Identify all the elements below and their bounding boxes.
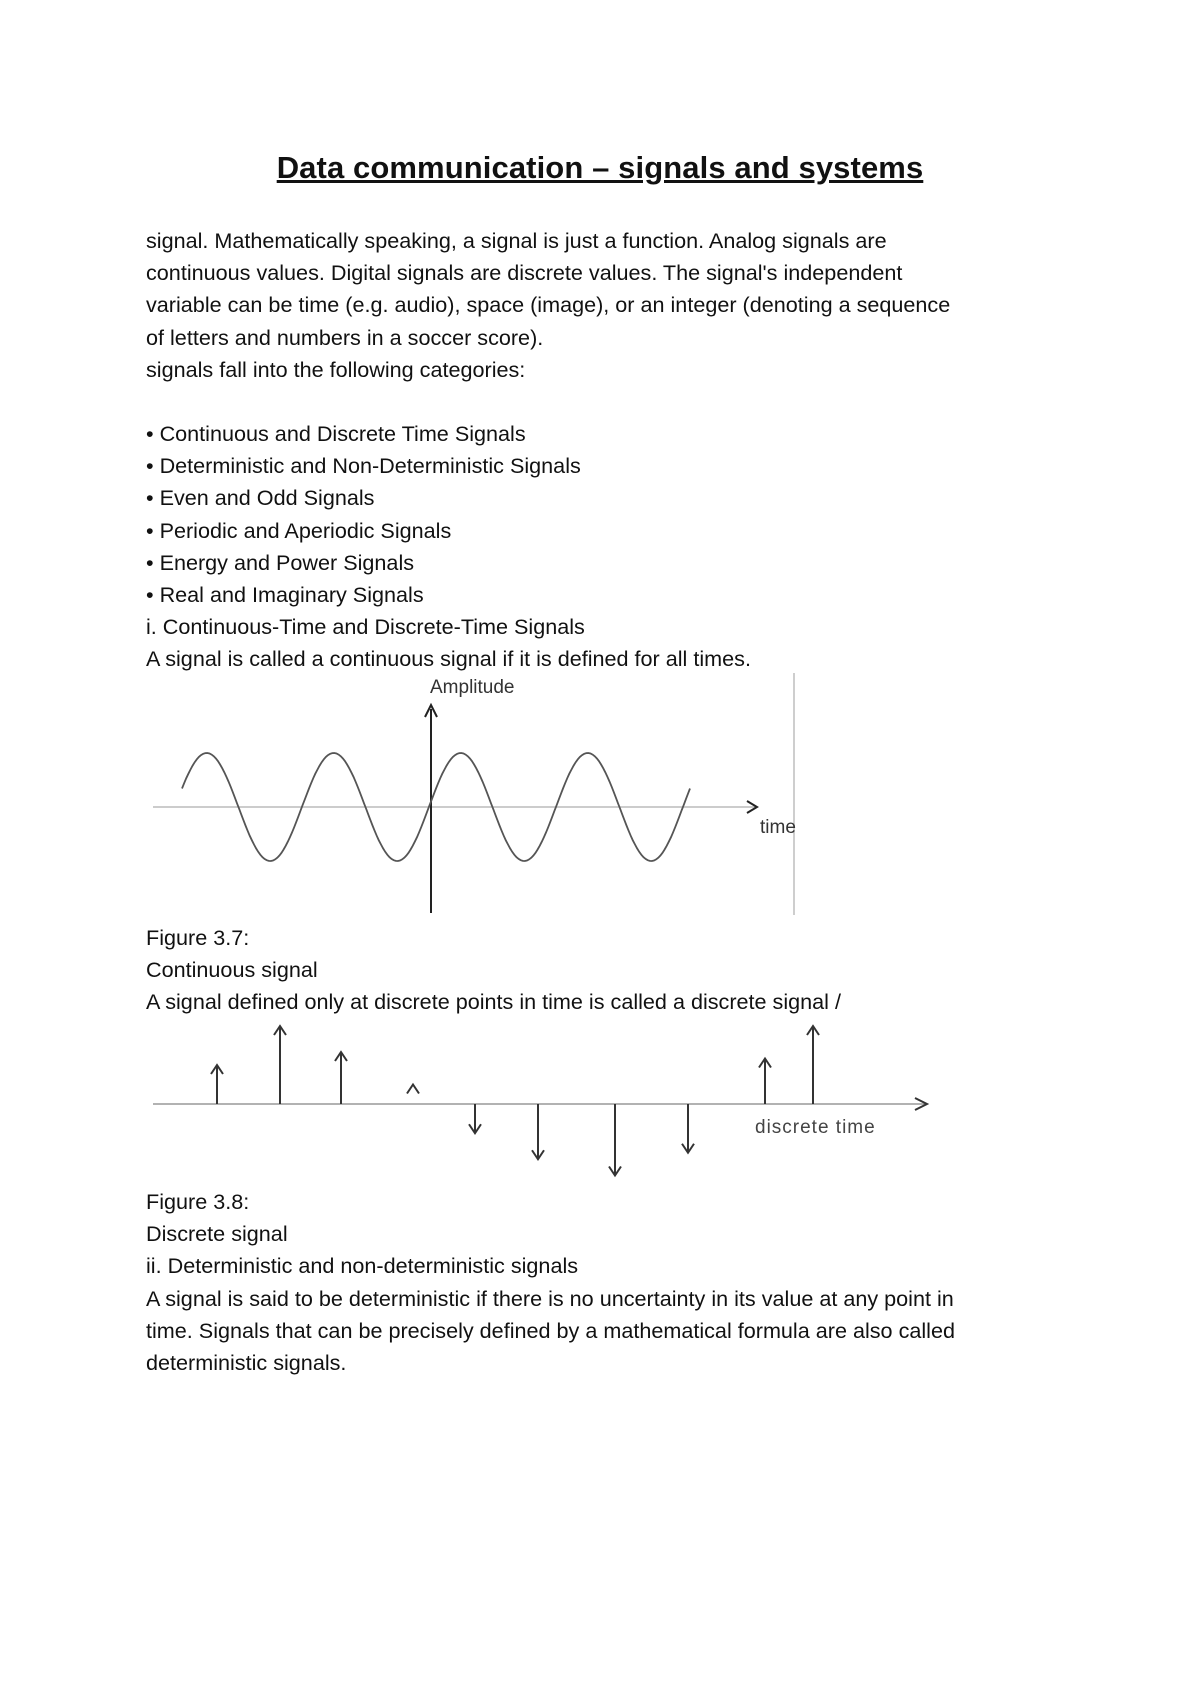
figure1-caption: Continuous signal xyxy=(146,957,318,983)
figure2-label: Figure 3.8: xyxy=(146,1189,250,1214)
figure2-caption: Discrete signal xyxy=(146,1221,288,1247)
section2-body-line: deterministic signals. xyxy=(146,1350,347,1376)
intro-line: signals fall into the following categories: xyxy=(146,356,526,382)
discrete-sample-1 xyxy=(211,1065,223,1104)
section2-body-line: A signal is said to be deterministic if there is no uncertainty in its value at any point in xyxy=(146,1285,954,1311)
categories-list xyxy=(146,418,1076,676)
discrete-sample-6 xyxy=(532,1104,544,1159)
discrete-sample-5 xyxy=(469,1104,481,1133)
discrete-sample-10 xyxy=(807,1026,819,1104)
discrete-sample-3 xyxy=(335,1052,347,1104)
intro-line: continuous values. Digital signals are discrete values. The signal's independent xyxy=(146,260,903,286)
category-item: • Deterministic and Non-Deterministic Signals xyxy=(146,450,1076,482)
discrete-sample-7 xyxy=(609,1104,621,1176)
intro-line: variable can be time (e.g. audio), space (image), or an integer (denoting a sequence xyxy=(146,292,951,318)
category-item: • Real and Imaginary Signals xyxy=(146,579,1076,611)
continuous-signal-figure xyxy=(145,665,825,920)
intro-line: of letters and numbers in a soccer score). xyxy=(146,324,544,350)
discrete-intro: A signal defined only at discrete points in time is called a discrete signal / xyxy=(146,989,841,1015)
figure1-label: Figure 3.7: xyxy=(146,925,250,950)
category-item: • Continuous and Discrete Time Signals xyxy=(146,418,1076,450)
discrete-sample-2 xyxy=(274,1026,286,1104)
amplitude-label: Amplitude xyxy=(430,677,515,698)
discrete-sample-4 xyxy=(407,1085,419,1094)
category-item: • Energy and Power Signals xyxy=(146,547,1076,579)
figure1-caption-block xyxy=(146,922,1076,1019)
category-item: • Periodic and Aperiodic Signals xyxy=(146,515,1076,547)
time-label: time xyxy=(760,817,796,838)
discrete-sample-8 xyxy=(682,1104,694,1153)
discrete-time-label: discrete time xyxy=(755,1117,876,1138)
figure2-caption-block xyxy=(146,1186,1076,1379)
page-title: Data communication – signals and systems xyxy=(276,150,924,185)
section1-heading: i. Continuous-Time and Discrete-Time Signals xyxy=(146,614,585,640)
section2-heading: ii. Deterministic and non-deterministic signals xyxy=(146,1253,579,1279)
intro-paragraph xyxy=(146,225,1076,386)
discrete-signal-figure xyxy=(145,1012,965,1182)
section2-body-line: time. Signals that can be precisely defined by a mathematical formula are also called xyxy=(146,1317,955,1343)
discrete-sample-9 xyxy=(759,1059,771,1105)
category-item: • Even and Odd Signals xyxy=(146,482,1076,514)
section1-definition: A signal is called a continuous signal if it is defined for all times. xyxy=(146,646,751,672)
intro-line: signal. Mathematically speaking, a signal is just a function. Analog signals are xyxy=(146,228,887,253)
